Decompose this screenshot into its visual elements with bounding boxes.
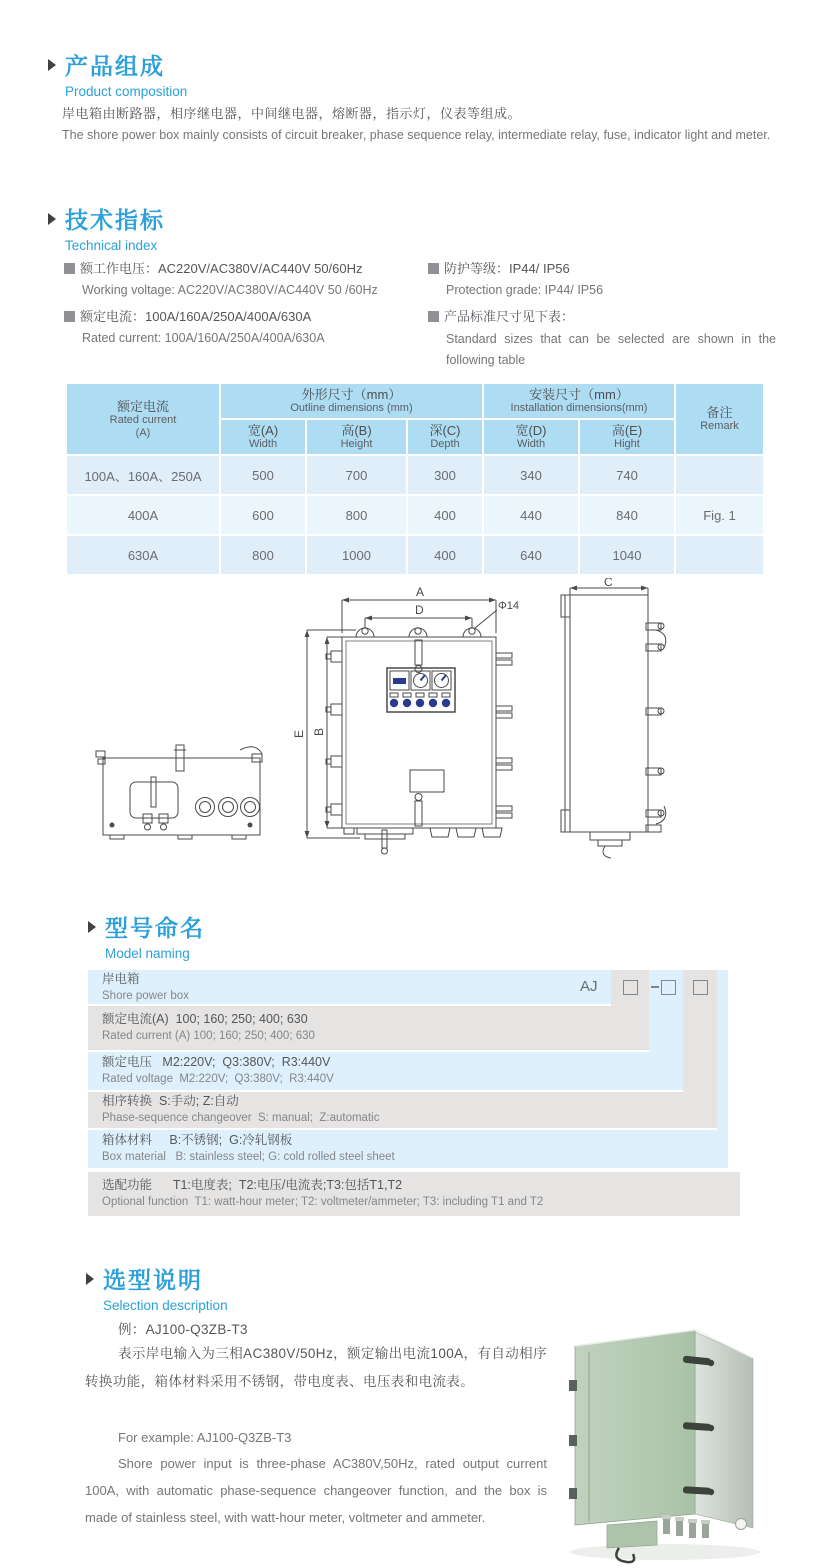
section-title-zh: 产品组成 [65,53,165,79]
latch-icons [646,623,666,832]
section-arrow-icon [88,921,96,933]
selection-example-zh: 例：AJ100-Q3ZB-T3 [118,1322,248,1337]
model-code-dash [651,986,659,988]
table-cell: 400 [408,496,482,534]
section-title-zh: 技术指标 [65,207,165,233]
section-title-en: Selection description [103,1298,228,1313]
col-header-width-d: 宽(D) Width [484,420,578,454]
table-cell: 600 [221,496,305,534]
spec-item: 防护等级：IP44/ IP56 [428,258,570,277]
naming-row-shore-power-box: 岸电箱 Shore power box [88,970,611,1004]
section-product-composition-header [48,48,187,99]
composition-body-zh: 岸电箱由断路器，相序继电器，中间继电器，熔断器，指示灯，仪表等组成。 [62,106,522,121]
table-cell: 400 [408,536,482,574]
table-cell: 400A [67,496,219,534]
naming-row-rated-current: 额定电流(A) 100; 160; 250; 400; 630 Rated current (A) 100; 160; 250; 400; 630 [88,1006,649,1050]
spec-item: 产品标准尺寸见下表： [428,306,574,325]
naming-row-phase-sequence: 相序转换 S:手动; Z:自动 Phase-sequence changeover S: manual; Z:automatic [88,1092,717,1128]
table-cell: 800 [307,496,406,534]
spec-item-en: Working voltage: AC220V/AC380V/AC440V 50 /60Hz [82,283,378,297]
section-arrow-icon [48,213,56,225]
instrument-panel [387,668,455,712]
section-arrow-icon [86,1273,94,1285]
composition-body-en: The shore power box mainly consists of circuit breaker, phase sequence relay, intermediate relay, fuse, indicator light and meter. [62,128,771,142]
selection-body-en: Shore power input is three-phase AC380V,50Hz, rated output current 100A, with automatic phase-sequence changeover function, and the box is made of stainless steel, with watt-hour meter, voltmeter and ammeter. [85,1456,547,1525]
table-cell: 700 [307,456,406,494]
table-cell: 440 [484,496,578,534]
model-code-prefix: AJ [580,978,598,995]
naming-row-rated-voltage: 额定电压 M2:220V; Q3:380V; R3:440V Rated voltage M2:220V; Q3:380V; R3:440V [88,1052,683,1090]
table-row [67,496,763,534]
spec-item-en: Protection grade: IP44/ IP56 [446,283,604,297]
product-photo [545,1300,805,1565]
selection-body-zh: 表示岸电输入为三相AC380V/50Hz，额定输出电流100A，有自动相序转换功能，箱体材料采用不锈钢，带电度表、电压表和电流表。 [85,1346,547,1389]
naming-row-optional-function: 选配功能 T1:电度表; T2:电压/电流表;T3:包括T1,T2 Optional function T1: watt-hour meter; T2: voltmeter/ammeter; T3: including T1 and T2 [88,1172,740,1216]
front-view-drawing [305,598,513,855]
dimensions-table [65,382,765,576]
dim-label-d: D [415,603,424,617]
section-title-en: Product composition [65,84,188,99]
table-cell: 640 [484,536,578,574]
spec-item: 额工作电压：AC220V/AC380V/AC440V 50/60Hz [64,258,363,277]
section-title-en: Model naming [105,946,190,961]
section-model-naming-header [88,910,205,961]
table-cell: 1040 [580,536,674,574]
dim-label-b: B [312,727,326,736]
selection-example-en: For example: AJ100-Q3ZB-T3 [118,1430,292,1445]
table-cell: 840 [580,496,674,534]
col-header-width-a: 宽(A) Width [221,420,305,454]
table-cell: 630A [67,536,219,574]
col-header-height-b: 高(B) Height [307,420,406,454]
table-cell: 1000 [307,536,406,574]
group-header-outline: 外形尺寸（mm） Outline dimensions (mm) [221,384,482,418]
photo-shadow [570,1544,760,1560]
spec-item: 额定电流：100A/160A/250A/400A/630A [64,306,311,325]
section-title-zh: 型号命名 [105,915,205,941]
dim-label-phi: Φ14 [498,600,520,612]
dim-label-a: A [416,585,425,599]
table-cell [676,536,763,574]
table-cell: 300 [408,456,482,494]
dim-label-c: C [604,578,613,589]
section-technical-index-header [48,202,165,253]
section-selection-header [86,1262,228,1313]
latch-icons [496,653,512,818]
table-cell: 340 [484,456,578,494]
table-row [67,456,763,494]
table-cell: 500 [221,456,305,494]
group-header-installation: 安装尺寸（mm） Installation dimensions(mm) [484,384,674,418]
technical-drawings [60,578,770,883]
col-header-rated-current: 额定电流 Rated current (A) [67,384,219,454]
side-view-drawing [561,586,666,859]
naming-code-strip-4 [717,970,728,1130]
hinge-icons [326,651,342,815]
bullet-square-icon [64,263,75,274]
table-row [67,536,763,574]
bottom-view-drawing [96,745,262,839]
table-cell-remark: Fig. 1 [676,496,763,534]
section-title-en: Technical index [65,238,158,253]
section-title-zh: 选型说明 [103,1267,203,1293]
spec-item-en: Standard sizes that can be selected are shown in the following table [446,332,776,367]
col-header-remark: 备注 Remark [676,384,763,454]
model-code-box-1 [623,980,638,995]
col-header-hight-e: 高(E) Hight [580,420,674,454]
model-code-box-2 [661,980,676,995]
model-naming-diagram [88,970,740,1216]
bullet-square-icon [64,311,75,322]
bullet-square-icon [428,263,439,274]
col-header-depth-c: 深(C) Depth [408,420,482,454]
table-cell: 800 [221,536,305,574]
model-code-box-3 [693,980,708,995]
table-cell [676,456,763,494]
naming-row-box-material: 箱体材料 B:不锈钢; G:冷轧钢板 Box material B: stainless steel; G: cold rolled steel sheet [88,1130,728,1168]
box-front-face [575,1330,695,1525]
section-arrow-icon [48,59,56,71]
spec-item-en: Rated current: 100A/160A/250A/400A/630A [82,331,325,345]
bullet-square-icon [428,311,439,322]
bottom-pedestal [607,1521,657,1548]
dim-label-e: E [292,729,306,738]
table-cell: 100A、160A、250A [67,456,219,494]
table-cell: 740 [580,456,674,494]
